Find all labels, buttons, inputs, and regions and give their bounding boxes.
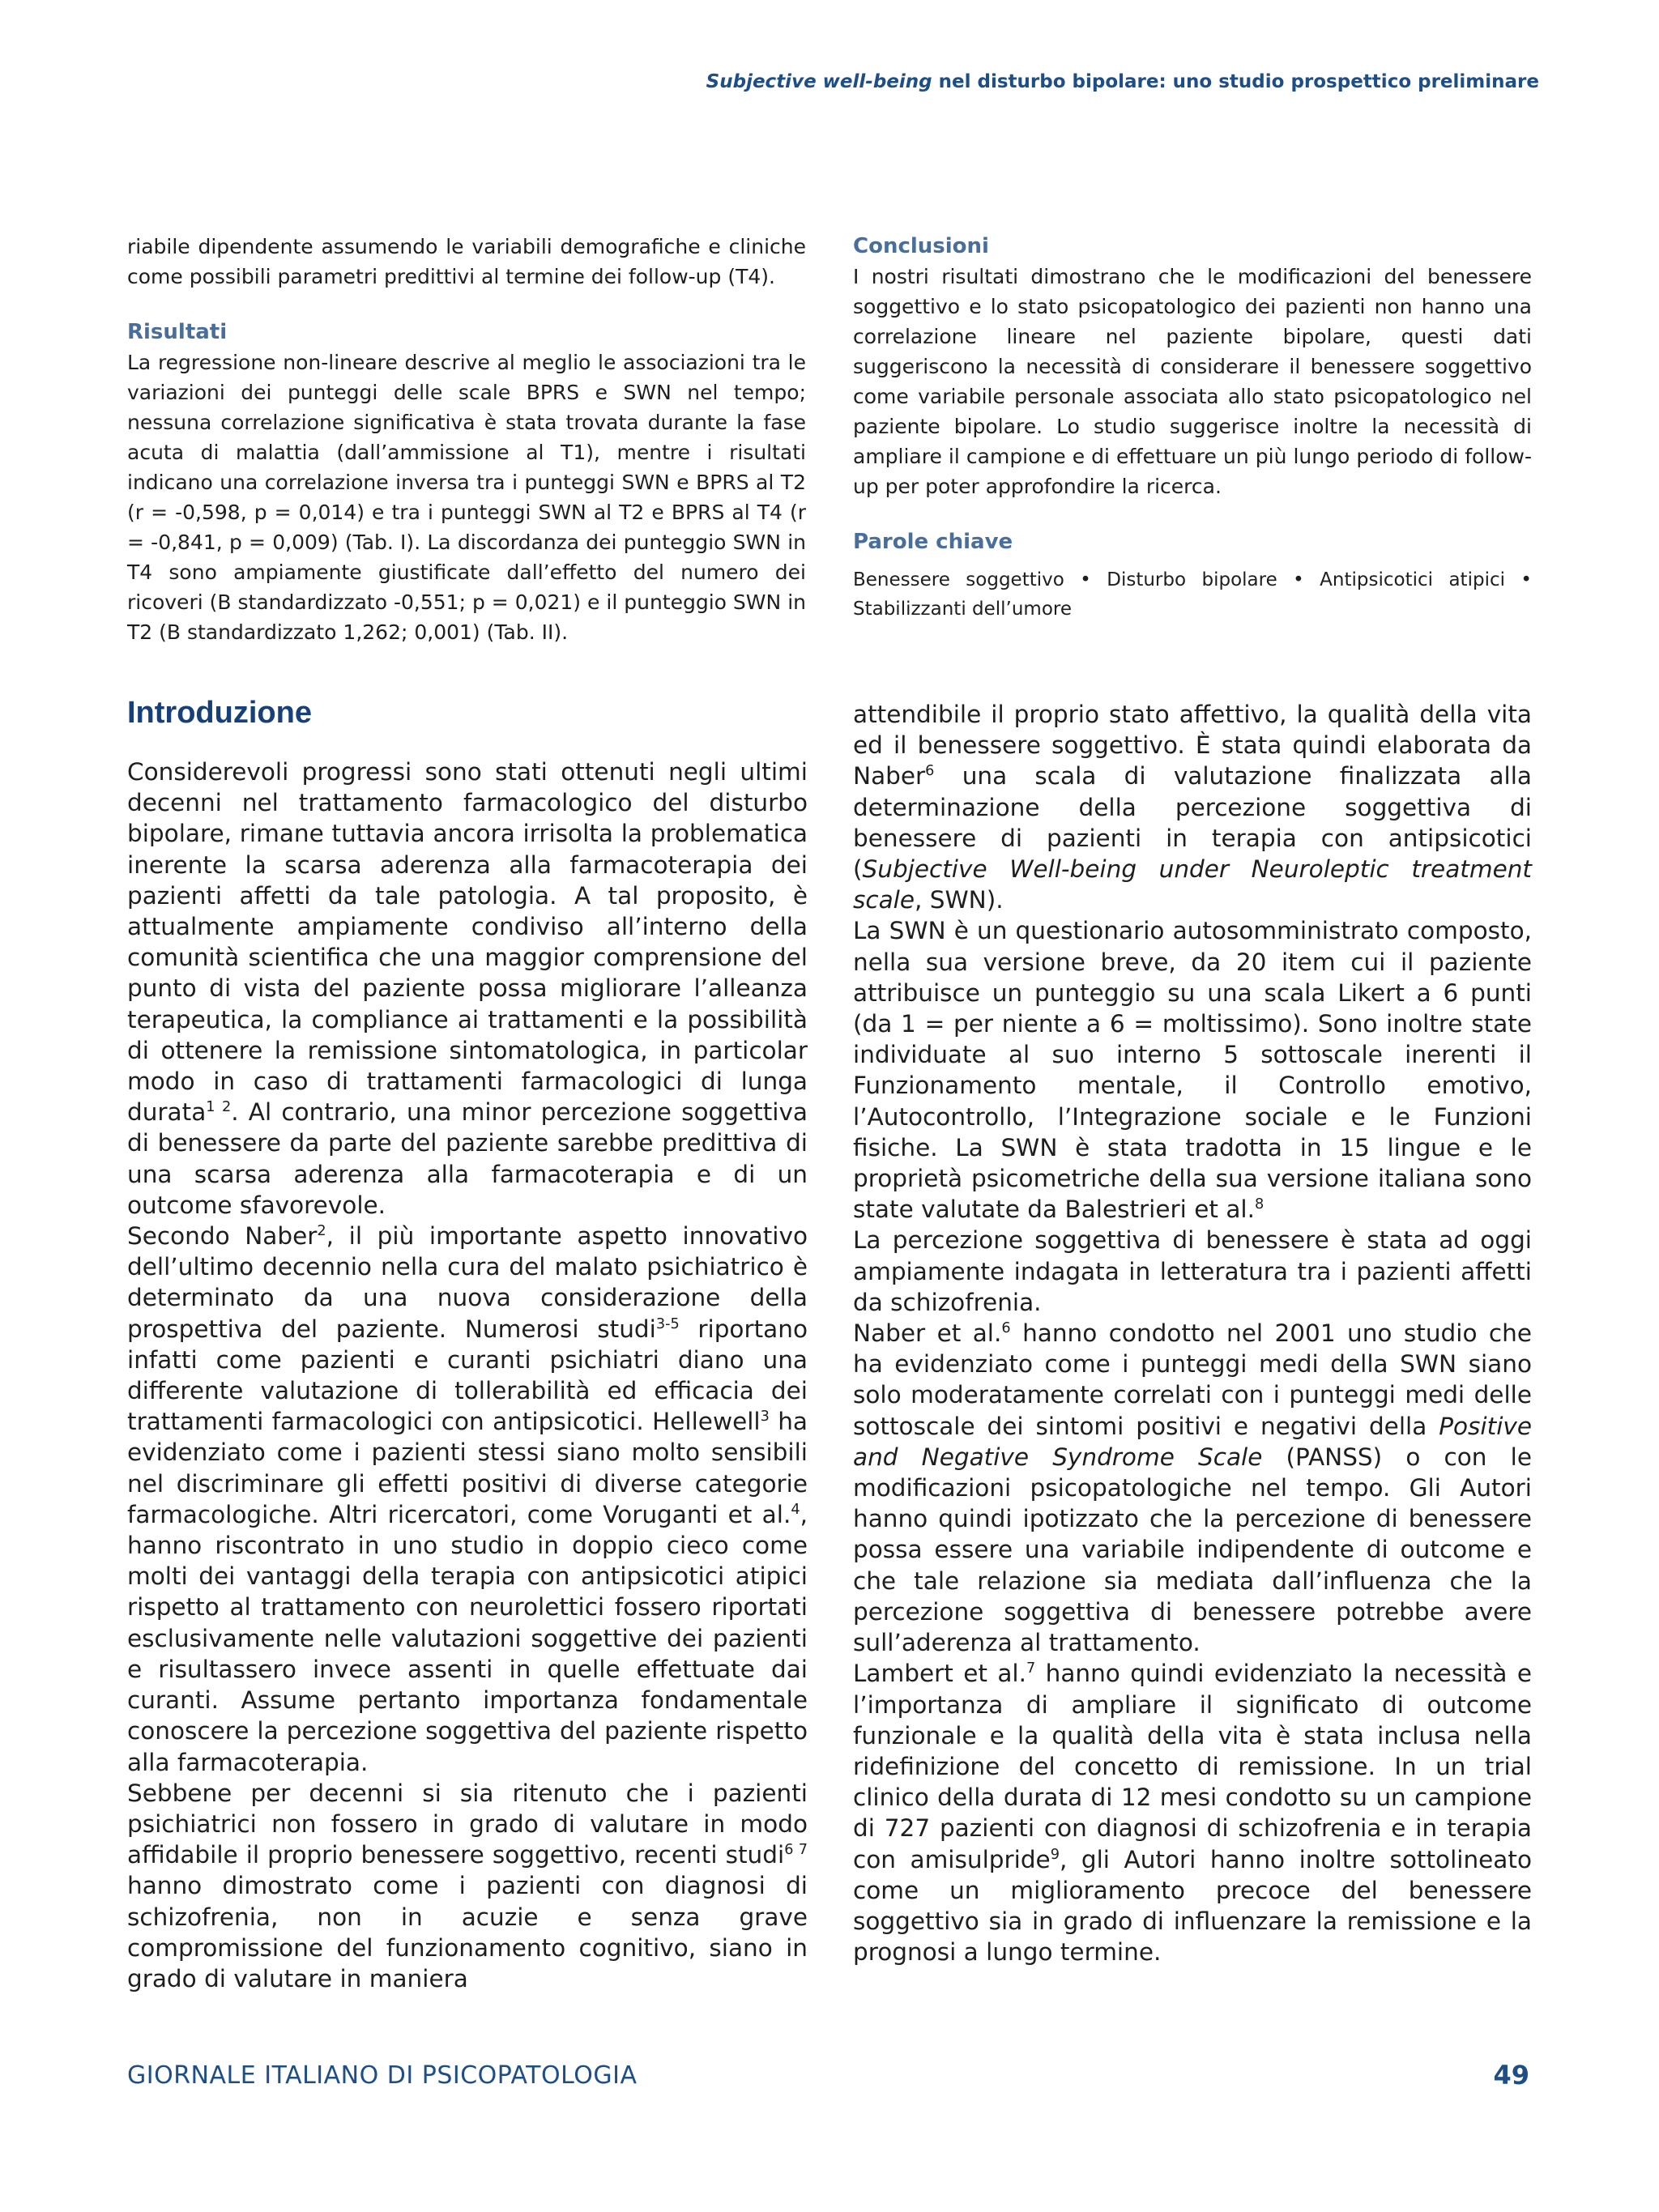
citation: 2 — [317, 1223, 326, 1240]
body-right-column — [853, 699, 1532, 1967]
citation: 9 — [1050, 1846, 1060, 1863]
conclusions-text: I nostri risultati dimostrano che le modificazioni del benessere soggettivo e lo stato psicopatologico dei pazienti non hanno una correlazione lineare nel paziente bipolare, questi dati suggeriscono la necessità di considerare il benessere soggettivo come variabile personale associata allo stato psicopatologico nel paziente bipolare. Lo studio suggerisce inoltre la necessità di ampliare il campione e di effettuare un più lungo periodo di follow-up per poter approfondire la ricerca. — [853, 265, 1532, 498]
citation: 8 — [1254, 1196, 1265, 1213]
results-text: La regressione non-lineare descrive al meglio le associazioni tra le variazioni dei punteggi delle scale BPRS e SWN nel tempo; nessuna correlazione significativa è stata trovata durante la fase acuta di malattia (dall’ammissione al T1), mentre i risultati indicano una correlazione inversa tra i punteggi SWN e BPRS al T2 (r = -0,598, p = 0,014) e tra i punteggi SWN al T2 e BPRS al T4 (r = -0,841, p = 0,009) (Tab. I). La discordanza dei punteggio SWN in T4 sono ampiamente giustificate dall’effetto del numero dei ricoveri (B standardizzato -0,551; p = 0,021) e il punteggio SWN in T2 (B standardizzato 1,262; 0,001) (Tab. II). — [127, 351, 806, 644]
citation: 3 — [760, 1409, 770, 1426]
paragraph: Naber et al.$^6$ hanno condotto nel 2001 uno studio che ha evidenziato come i punteggi medi della SWN siano solo moderatamente correlati con i punteggi medi delle sottoscale dei sintomi positivi e negativi della Positive and Negative Syndrome Scale (PANSS) o con le modificazioni psicopatologiche nel tempo. Gli Autori hanno quindi ipotizzato che la percezione di benessere possa essere una variabile indipendente di outcome e che tale relazione sia mediata dall’influenza che la percezione soggettiva di benessere potrebbe avere sull’aderenza al trattamento. — [853, 1319, 1532, 1657]
abstract-methods-tail: riabile dipendente assumendo le variabili demografiche e cliniche come possibili parametri predittivi al termine dei follow-up (T4). — [127, 235, 806, 288]
citation: 4 — [791, 1502, 800, 1519]
running-header-italic: Subjective well-being — [706, 71, 932, 92]
citation: 7 — [1026, 1660, 1036, 1677]
paragraph: Considerevoli progressi sono stati ottenuti negli ultimi decenni nel trattamento farmacologico del disturbo bipolare, rimane tuttavia ancora irrisolta la problematica inerente la scarsa aderenza alla farmacoterapia dei pazienti affetti da tale patologia. A tal proposito, è attualmente ampiamente condiviso all’interno della comunità scientifica che una maggior comprensione del punto di vista del paziente possa migliorare l’alleanza terapeutica, la compliance ai trattamenti e la possibilità di ottenere la remissione sintomatologica, in particolar modo in caso di trattamenti farmacologici di lunga durata$^{1 2}$. Al contrario, una minor percezione soggettiva di benessere da parte del paziente sarebbe predittiva di una scarsa aderenza alla farmacoterapia e di un outcome sfavorevole. — [127, 758, 808, 1219]
conclusions-heading: Conclusioni — [853, 234, 989, 258]
footer-journal-name: GIORNALE ITALIANO DI PSICOPATOLOGIA — [127, 2061, 638, 2090]
paragraph: attendibile il proprio stato affettivo, la qualità della vita ed il benessere soggettivo. È stata quindi elaborata da Naber$^6$ una scala di valutazione finalizzata alla determinazione della percezione soggettiva di benessere di pazienti in terapia con antipsicotici (Subjective Well-being under Neuroleptic treatment scale, SWN). — [853, 701, 1532, 914]
citation: 6 — [1001, 1320, 1011, 1337]
paragraph: La SWN è un questionario autosomministrato composto, nella sua versione breve, da 20 item cui il paziente attribuisce un punteggio su una scala Likert a 6 punti (da 1 = per niente a 6 = moltissimo). Sono inoltre state individuate al suo interno 5 sottoscale inerenti il Funzionamento mentale, il Controllo emotivo, l’Autocontrollo, l’Integrazione sociale e le Funzioni fisiche. La SWN è stata tradotta in 15 lingue e le proprietà psicometriche della sua versione italiana sono state valutate da Balestrieri et al.$^8$ — [853, 917, 1532, 1224]
running-header — [706, 71, 1539, 92]
paragraph: Secondo Naber$^2$, il più importante aspetto innovativo dell’ultimo decennio nella cura del malato psichiatrico è determinato da una nuova considerazione della prospettiva del paziente. Numerosi studi$^{3-5}$ riportano infatti come pazienti e curanti psichiatri diano una differente valutazione di tollerabilità ed efficacia dei trattamenti farmacologici con antipsicotici. Hellewell$^3$ ha evidenziato come i pazienti stessi siano molto sensibili nel discriminare gli effetti positivi di diverse categorie farmacologiche. Altri ricercatori, come Voruganti et al.$^4$, hanno riscontrato in uno studio in doppio cieco come molti dei vantaggi della terapia con antipsicotici atipici rispetto al trattamento con neurolettici fossero riportati esclusivamente nelle valutazioni soggettive dei pazienti e risultassero invece assenti in quelle effettuate dai curanti. Assume pertanto importanza fondamentale conoscere la percezione soggettiva del paziente rispetto alla farmacoterapia. — [127, 1222, 808, 1776]
abstract-right-column — [853, 232, 1532, 624]
body-left-column — [127, 695, 808, 1994]
keywords-heading: Parole chiave — [853, 530, 1013, 554]
page-number: 49 — [1493, 2060, 1529, 2091]
paragraph: La percezione soggettiva di benessere è stata ad oggi ampiamente indagata in letteratura tra i pazienti affetti da schizofrenia. — [853, 1226, 1532, 1316]
abstract-left-column — [127, 232, 806, 647]
citation: 1 2 — [206, 1099, 232, 1116]
keywords-text: Benessere soggettivo • Disturbo bipolare • Antipsicotici atipici • Stabilizzanti dell’umore — [853, 569, 1532, 620]
citation: 6 — [925, 763, 935, 780]
results-heading: Risultati — [127, 320, 228, 344]
paragraph: Sebbene per decenni si sia ritenuto che i pazienti psichiatrici non fossero in grado di valutare in modo affidabile il proprio benessere soggettivo, recenti studi$^{6 7}$ hanno dimostrato come i pazienti con diagnosi di schizofrenia, non in acuzie e senza grave compromissione del funzionamento cognitivo, siano in grado di valutare in maniera — [127, 1779, 808, 1993]
section-heading-introduzione: Introduzione — [127, 696, 312, 730]
running-header-rest: nel disturbo bipolare: uno studio prospettico preliminare — [932, 71, 1539, 92]
citation: 6 7 — [784, 1842, 808, 1859]
paragraph: Lambert et al.$^7$ hanno quindi evidenziato la necessità e l’importanza di ampliare il significato di outcome funzionale e la qualità della vita è stata inclusa nella ridefinizione del concetto di remissione. In un trial clinico della durata di 12 mesi condotto su un campione di 727 pazienti con diagnosi di schizofrenia e in terapia con amisulpride$^9$, gli Autori hanno inoltre sottolineato come un miglioramento precoce del benessere soggettivo sia in grado di influenzare la remissione e la prognosi a lungo termine. — [853, 1660, 1533, 1967]
citation: 3-5 — [655, 1315, 680, 1332]
